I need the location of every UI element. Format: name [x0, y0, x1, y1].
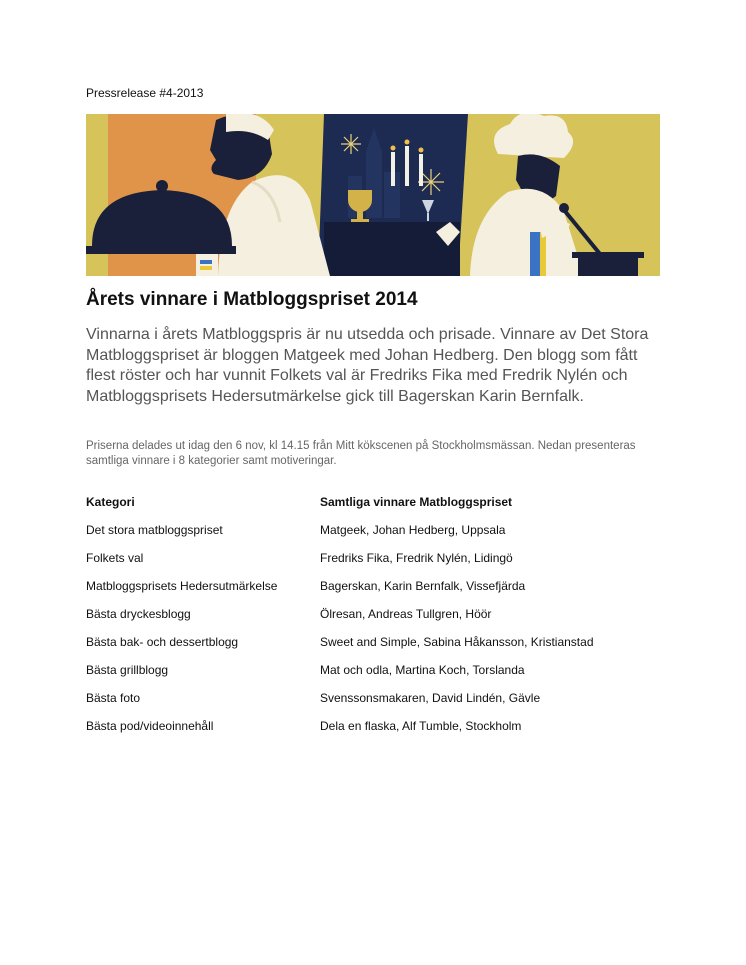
category-cell: Det stora matbloggspriset: [86, 523, 223, 537]
category-cell: Bästa foto: [86, 691, 141, 705]
category-cell: Bästa dryckesblogg: [86, 607, 191, 621]
winner-cell: Sweet and Simple, Sabina Håkansson, Kristianstad: [320, 635, 594, 649]
category-cell: Folkets val: [86, 551, 144, 565]
table-header-row: [86, 495, 666, 523]
category-cell: Bästa bak- och dessertblogg: [86, 635, 239, 649]
winner-cell: Matgeek, Johan Hedberg, Uppsala: [320, 523, 506, 537]
winner-cell: Bagerskan, Karin Bernfalk, Vissefjärda: [320, 579, 526, 593]
table-row: [86, 635, 666, 663]
press-release-label: Pressrelease #4-2013: [86, 86, 204, 100]
header-kategori: Kategori: [86, 495, 135, 509]
category-cell: Bästa pod/videoinnehåll: [86, 719, 214, 733]
table-row: [86, 691, 666, 719]
header-vinnare: Samtliga vinnare Matbloggspriset: [320, 495, 513, 509]
winner-cell: Svenssonsmakaren, David Lindén, Gävle: [320, 691, 541, 705]
article-title: Årets vinnare i Matbloggspriset 2014: [86, 289, 418, 310]
winner-cell: Ölresan, Andreas Tullgren, Höör: [320, 607, 492, 621]
table-row: [86, 663, 666, 691]
table-row: [86, 607, 666, 635]
table-row: [86, 719, 666, 747]
article-lead: Vinnarna i årets Matbloggspris är nu utsedda och prisade. Vinnare av Det Stora Matbloggspriset är bloggen Matgeek med Johan Hedberg. Den blogg som fått flest röster och har vunnit Folkets val är Fredriks Fika med Fredrik Nylén och Matbloggsprisets Hedersutmärkelse gick till Bagerskan Karin Bernfalk.: [86, 326, 649, 405]
article-note: Priserna delades ut idag den 6 nov, kl 14.15 från Mitt kökscenen på Stockholmsmässan. Nedan presenteras samtliga vinnare i 8 kategorier samt motiveringar.: [86, 440, 636, 467]
winner-cell: Fredriks Fika, Fredrik Nylén, Lidingö: [320, 551, 513, 565]
banner-illustration: [86, 114, 660, 276]
category-cell: Matbloggsprisets Hedersutmärkelse: [86, 579, 278, 593]
winners-table: [86, 495, 666, 747]
table-row: [86, 551, 666, 579]
winner-cell: Dela en flaska, Alf Tumble, Stockholm: [320, 719, 522, 733]
table-row: [86, 523, 666, 551]
category-cell: Bästa grillblogg: [86, 663, 169, 677]
table-row: [86, 579, 666, 607]
winner-cell: Mat och odla, Martina Koch, Torslanda: [320, 663, 525, 677]
